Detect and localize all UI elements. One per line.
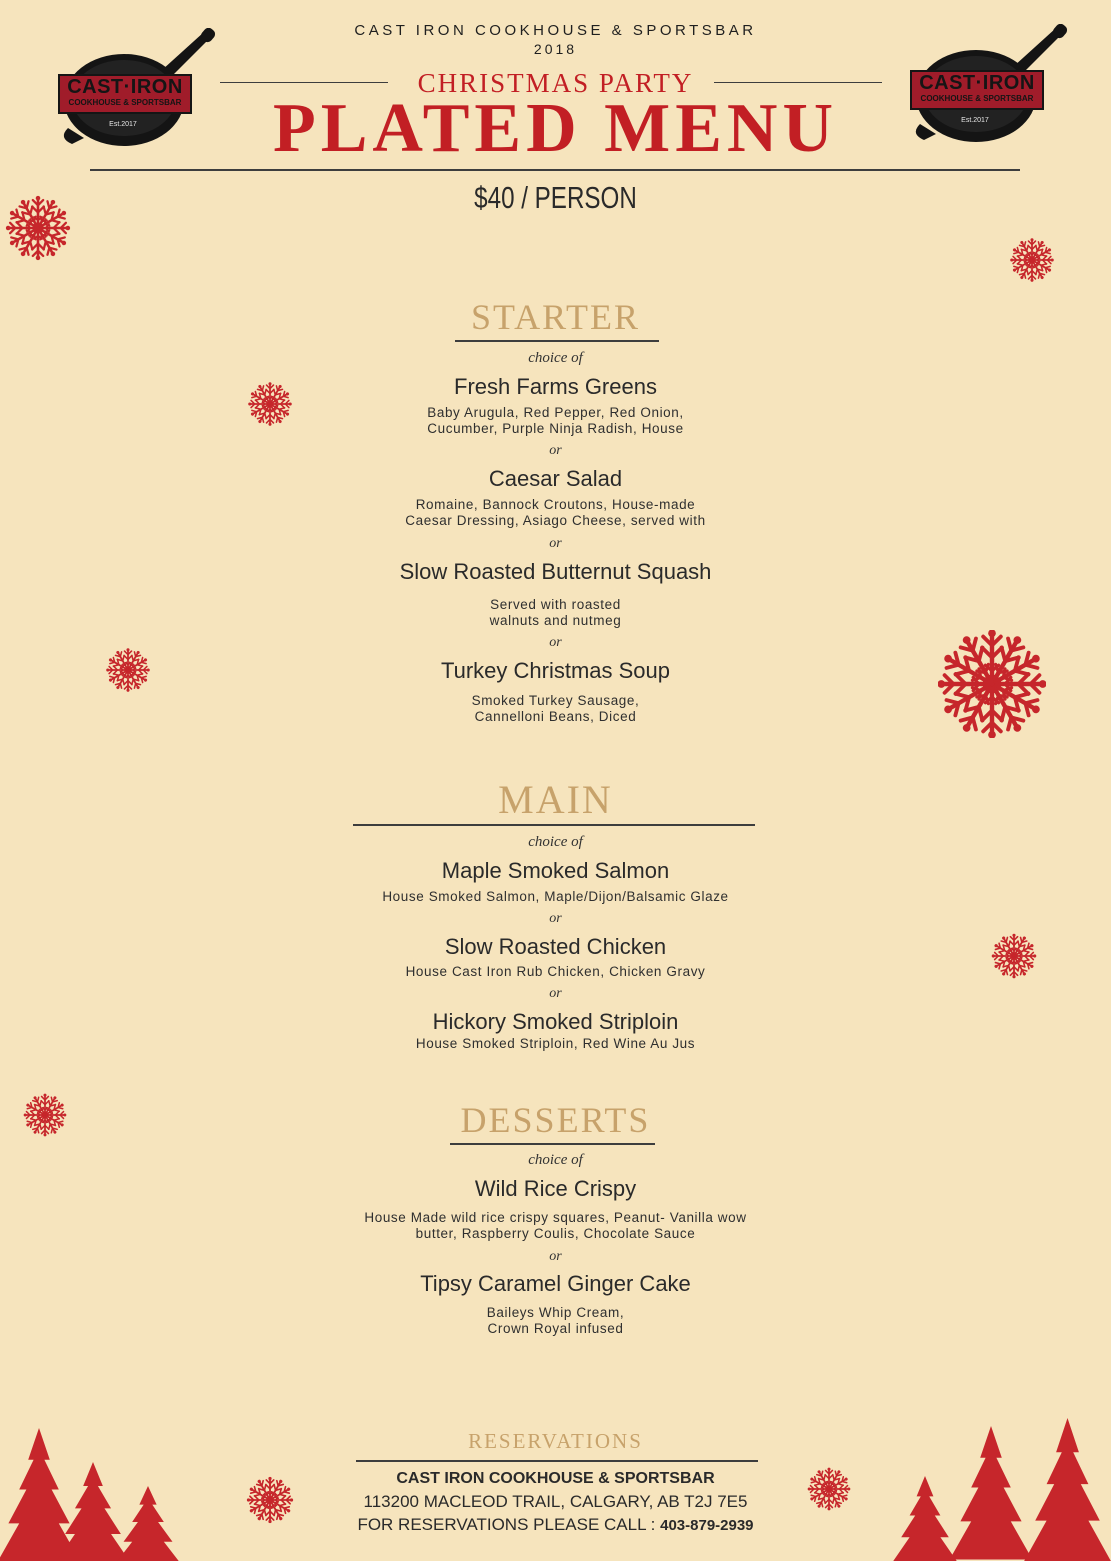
menu-item-name: Hickory Smoked Striploin — [432, 1009, 679, 1034]
menu-item-name: Turkey Christmas Soup — [440, 658, 671, 683]
logo-brand: CAST·IRON — [67, 76, 183, 98]
divider — [356, 1460, 758, 1462]
snowflake-icon — [0, 180, 76, 276]
menu-item-desc: Smoked Turkey Sausage, — [471, 693, 640, 708]
section-heading-starter: STARTER — [471, 297, 640, 337]
menu-item-desc: House Smoked Salmon, Maple/Dijon/Balsamic Glaze — [382, 889, 729, 904]
menu-item-desc: Cucumber, Purple Ninja Radish, House — [427, 421, 684, 436]
call-label: FOR RESERVATIONS PLEASE CALL : — [357, 1515, 656, 1534]
logo-tagline: COOKHOUSE & SPORTSBAR — [68, 98, 182, 107]
menu-item-desc: House Smoked Striploin, Red Wine Au Jus — [415, 1036, 696, 1051]
snowflake-icon — [1000, 228, 1064, 292]
menu-item-name: Wild Rice Crispy — [474, 1176, 637, 1201]
menu-item-desc: butter, Raspberry Coulis, Chocolate Sauce — [415, 1226, 696, 1241]
page-title: PLATED MENU — [272, 90, 839, 167]
menu-item-name: Slow Roasted Butternut Squash — [399, 559, 712, 584]
business-name: CAST IRON COOKHOUSE & SPORTSBAR — [354, 22, 757, 39]
divider — [90, 169, 1020, 171]
phone-number[interactable]: 403-879-2939 — [660, 1517, 754, 1534]
menu-item-name: Slow Roasted Chicken — [444, 934, 667, 959]
divider — [353, 824, 755, 826]
menu-item-name: Fresh Farms Greens — [454, 374, 657, 399]
year: 2018 — [533, 41, 578, 57]
subtitle: CHRISTMAS PARTY — [417, 68, 694, 98]
menu-item-desc: Baileys Whip Cream, — [486, 1305, 625, 1320]
menu-item-desc: Caesar Dressing, Asiago Cheese, served with — [405, 513, 706, 528]
or-separator: or — [549, 443, 562, 458]
logo-est: Est.2017 — [109, 121, 137, 128]
menu-item-desc: Served with roasted — [490, 597, 621, 612]
menu-item-desc: House Cast Iron Rub Chicken, Chicken Gravy — [405, 964, 706, 979]
reservations-business-name: CAST IRON COOKHOUSE & SPORTSBAR — [396, 1470, 715, 1487]
or-separator: or — [549, 911, 562, 926]
menu-item-desc: Baby Arugula, Red Pepper, Red Onion, — [427, 405, 684, 420]
reservations-address: 113200 MACLEOD TRAIL, CALGARY, AB T2J 7E5 — [363, 1492, 748, 1511]
menu-item-desc: Crown Royal infused — [487, 1321, 624, 1336]
divider — [455, 340, 659, 342]
reservations-call — [0, 1515, 1111, 1535]
menu-item-desc: walnuts and nutmeg — [489, 613, 622, 628]
logo-est: Est.2017 — [961, 117, 989, 124]
or-separator: or — [549, 536, 562, 551]
choice-label: choice of — [528, 834, 583, 850]
menu-item-name: Caesar Salad — [488, 466, 623, 491]
section-heading-main: MAIN — [498, 777, 613, 822]
section-heading-desserts: DESSERTS — [460, 1100, 651, 1140]
menu-item-name: Maple Smoked Salmon — [441, 858, 670, 883]
logo-tagline: COOKHOUSE & SPORTSBAR — [920, 94, 1034, 103]
menu-item-desc: Romaine, Bannock Croutons, House-made — [415, 497, 696, 512]
or-separator: or — [549, 1249, 562, 1264]
or-separator: or — [549, 986, 562, 1001]
choice-label: choice of — [528, 350, 583, 366]
divider — [450, 1143, 655, 1145]
menu-item-desc: House Made wild rice crispy squares, Peanut- Vanilla wow — [364, 1210, 747, 1225]
reservations-heading: RESERVATIONS — [468, 1429, 643, 1453]
logo-brand: CAST·IRON — [919, 72, 1035, 94]
menu-item-name: Tipsy Caramel Ginger Cake — [420, 1271, 691, 1296]
or-separator: or — [549, 635, 562, 650]
choice-label: choice of — [528, 1152, 583, 1168]
price: $40 / PERSON — [474, 180, 637, 215]
menu-item-desc: Cannelloni Beans, Diced — [474, 709, 637, 724]
